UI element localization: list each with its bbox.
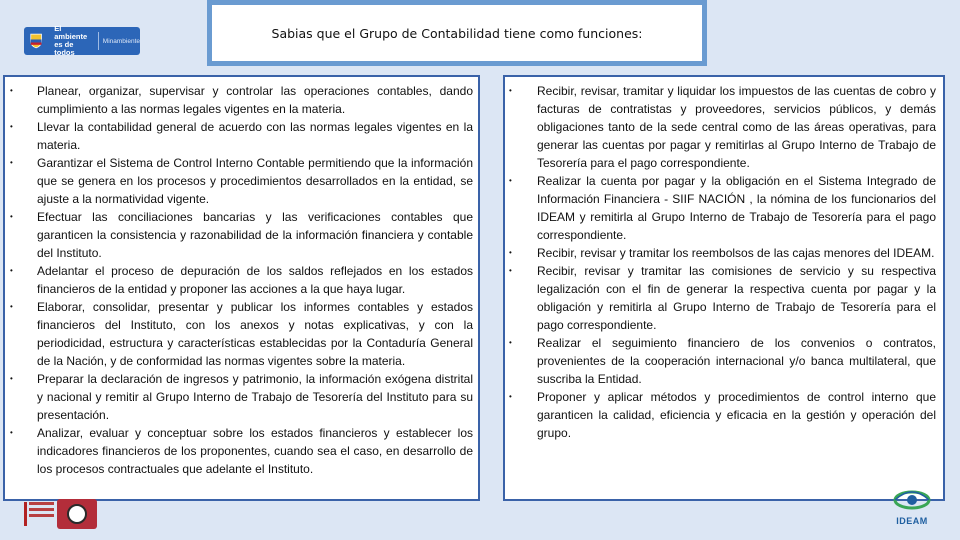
left-functions-list: [5, 82, 478, 478]
page-title: Sabias que el Grupo de Contabilidad tiene como funciones:: [271, 25, 643, 41]
right-functions-panel: [503, 75, 945, 501]
list-item-text: Analizar, evaluar y conceptuar sobre los estados financieros y establecer los indicadores financieros de los proponentes, cuando sea el caso, en desarrollo de los procesos contractuales que adelante el Instituto.: [37, 426, 473, 476]
bullet: •: [10, 86, 13, 95]
list-item-text: Realizar el seguimiento financiero de los convenios o contratos, provenientes de la cooperación internacional y/o banca multilateral, que suscriba la Entidad.: [537, 336, 936, 386]
bullet: •: [10, 302, 13, 311]
bullet: •: [10, 122, 13, 131]
list-item: [5, 82, 473, 118]
bullet: •: [10, 266, 13, 275]
list-item: [505, 172, 936, 244]
list-item-text: Proponer y aplicar métodos y procedimientos de control interno que garanticen la calidad, eficiencia y eficacia en la gestión y operación del grupo.: [537, 390, 936, 440]
logo-slogan: [54, 25, 94, 57]
title-box: [207, 0, 707, 66]
list-item-text: Llevar la contabilidad general de acuerdo con las normas legales vigentes en la materia.: [37, 120, 473, 152]
list-item: [505, 334, 936, 388]
list-item: [5, 370, 473, 424]
list-item: [505, 262, 936, 334]
ideam-emblem-icon: [892, 488, 932, 512]
list-item: [505, 388, 936, 442]
list-item-text: Recibir, revisar, tramitar y liquidar los impuestos de las cuentas de cobro y facturas de contratistas y proveedores, servicios públicos, y demás obligaciones tanto de la sede central como de las áreas operativas, para generar las cuentas por pagar y remitirlas al Grupo Interno de Trabajo de Tesorería para el pago correspondiente.: [537, 84, 936, 170]
ideam-logo: [888, 488, 936, 528]
list-item-text: Recibir, revisar y tramitar los reembolsos de las cajas menores del IDEAM.: [537, 246, 935, 260]
list-item: [505, 244, 936, 262]
list-item: [5, 424, 473, 478]
colombia-shield-icon: [30, 31, 42, 51]
list-item: [5, 298, 473, 370]
left-functions-panel: [3, 75, 480, 501]
list-item: [5, 154, 473, 208]
bullet: •: [509, 176, 512, 185]
bullet: •: [10, 374, 13, 383]
list-item: [505, 82, 936, 172]
bullet: •: [509, 86, 512, 95]
list-item-text: Elaborar, consolidar, presentar y publicar los informes contables y estados financieros del Instituto, con los anexos y notas explicativas, y con la periodicidad, estructura y características establecidas por la Contaduría General de la Nación, y de conformidad las normas vigentes sobre la materia.: [37, 300, 473, 368]
minambiente-logo: [24, 24, 140, 57]
certification-logos: [24, 499, 100, 529]
logo-line-1: El ambiente: [54, 24, 88, 41]
bullet: •: [10, 158, 13, 167]
list-item-text: Adelantar el proceso de depuración de los saldos reflejados en los estados financieros de la entidad y proponer las acciones a la que haya lugar.: [37, 264, 473, 296]
list-item: [5, 208, 473, 262]
list-item-text: Preparar la declaración de ingresos y patrimonio, la información exógena distrital y nacional y remitir al Grupo Interno de Trabajo de Tesorería del Instituto para su presentación.: [37, 372, 473, 422]
list-item-text: Garantizar el Sistema de Control Interno Contable permitiendo que la información que se genera en los procesos y procedimientos desarrollados en la entidad, se ajuste a la normatividad vigente.: [37, 156, 473, 206]
list-item: [5, 118, 473, 154]
right-functions-list: [505, 82, 943, 442]
logo-line-2: es de todos: [54, 40, 75, 57]
logo-divider: [98, 32, 99, 50]
bullet: •: [10, 212, 13, 221]
list-item: [5, 262, 473, 298]
bullet: •: [10, 428, 13, 437]
logo-ministry: Minambiente: [102, 37, 140, 45]
list-item-text: Realizar la cuenta por pagar y la obligación en el Sistema Integrado de Información Financiera - SIIF NACIÓN , la nómina de los funcionarios del IDEAM y remitirla al Grupo Interno de Trabajo de Tesorería para el pago correspondiente.: [537, 174, 936, 242]
list-item-text: Planear, organizar, supervisar y controlar las operaciones contables, dando cumplimiento a las normas legales vigentes en la materia.: [37, 84, 473, 116]
bullet: •: [509, 248, 512, 257]
bullet: •: [509, 338, 512, 347]
certification-seal-icon: [57, 499, 97, 529]
certification-mark-icon: [24, 502, 54, 526]
bullet: •: [509, 392, 512, 401]
list-item-text: Efectuar las conciliaciones bancarias y las verificaciones contables que garanticen la consistencia y razonabilidad de la información financiera y contable del Instituto.: [37, 210, 473, 260]
list-item-text: Recibir, revisar y tramitar las comisiones de servicio y su respectiva legalización con el fin de generar la respectiva cuenta por pagar y la obligación y remitirla al Grupo Interno de Trabajo de Tesorería para el pago correspondiente.: [537, 264, 936, 332]
ideam-brand-text: IDEAM: [896, 516, 928, 526]
bullet: •: [509, 266, 512, 275]
